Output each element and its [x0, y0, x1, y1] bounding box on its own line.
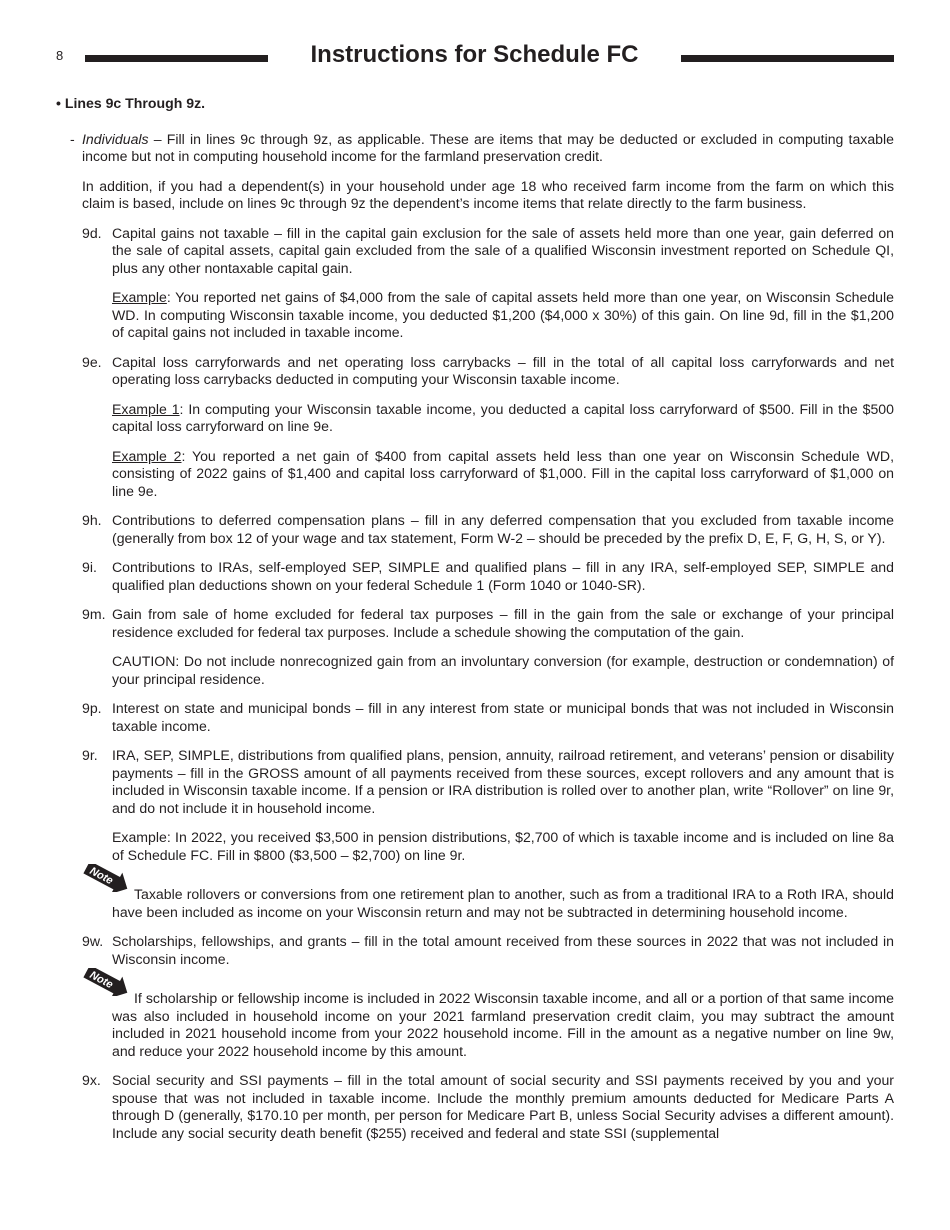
note-9r [87, 865, 894, 921]
line-label: 9h. [82, 512, 102, 528]
section-heading [56, 95, 894, 113]
line-text: Interest on state and municipal bonds – fill in any interest from state or municipal bonds that was not included in Wisconsin taxable income. [112, 700, 894, 734]
note-icon-label: Note [87, 969, 115, 992]
example-text: : You reported net gains of $4,000 from the sale of capital assets held more than one year, on Wisconsin Schedule WD. In computing Wisconsin taxable income, you deducted $1,200 ($4,000 x 30%) of this gain. On line 9d, fill in the $1,200 of capital gains not included in taxable income. [112, 289, 894, 340]
line-text: Contributions to deferred compensation plans – fill in any deferred compensation that you excluded from taxable income (generally from box 12 of your wage and tax statement, Form W-2 – should be preceded by the prefix D, E, F, G, H, S, or Y). [112, 512, 894, 546]
example-label: Example 2 [112, 447, 182, 464]
line-text: IRA, SEP, SIMPLE, distributions from qualified plans, pension, annuity, railroad retirement, and veterans’ pension or disability payments – fill in the GROSS amount of all payments received from these sources, except rollovers and any amount that is included in Wisconsin taxable income. If a pension or IRA distribution is rolled over to another plan, write “Rollover” on line 9r, and do not include it in household income. [112, 747, 894, 816]
line-label: 9i. [82, 559, 97, 575]
line-item-9w [82, 933, 894, 968]
line-item-9r [82, 747, 894, 817]
line-label: 9w. [82, 933, 104, 949]
instructions-body [56, 95, 894, 1154]
example-1-9e [112, 401, 894, 436]
line-item-9i [82, 559, 894, 594]
header-rule-right [681, 55, 894, 62]
line-label: 9x. [82, 1072, 101, 1088]
line-item-9m [82, 606, 894, 641]
line-text: Capital loss carryforwards and net operating loss carrybacks – fill in the total of all capital loss carryforwards and net operating loss carrybacks deducted in computing your Wisconsin taxable income. [112, 353, 894, 387]
dependents-paragraph: In addition, if you had a dependent(s) in your household under age 18 who received farm income from the farm on which this claim is based, include on lines 9c through 9z the dependent’s income items that relate directly to the farm business. [82, 177, 894, 211]
dash-glyph: - [70, 130, 75, 147]
note-icon-label: Note [87, 865, 115, 888]
header-rule-left [85, 55, 268, 62]
line-item-9h [82, 512, 894, 547]
example-9d [112, 289, 894, 342]
note-9w [87, 969, 894, 1060]
caution-9m: CAUTION: Do not include nonrecognized gain from an involuntary conversion (for example, destruction or condemnation) of your principal residence. [112, 653, 894, 687]
line-text: Capital gains not taxable – fill in the capital gain exclusion for the sale of assets held more than one year, gain deferred on the sale of capital assets, capital gain excluded from the sale of a qualified Wisconsin investment reported on Schedule QI, plus any other nontaxable capital gain. [112, 224, 894, 276]
note-icon [82, 968, 132, 996]
line-text: Social security and SSI payments – fill in the total amount of social security and SSI payments received by you and your spouse that was not included in taxable income. Include the monthly premium amounts deducted for Medicare Parts A through D (generally, $170.10 per month, per person for Medicare Part B, unless Social Security advises a different amount). Include any social security death benefit ($255) received and federal and state SSI (supplemental [112, 1072, 894, 1141]
line-label: 9m. [82, 606, 106, 622]
example-2-9e [112, 448, 894, 501]
example-label: Example [112, 289, 167, 305]
line-item-9x [82, 1072, 894, 1142]
page-title: Instructions for Schedule FC [310, 41, 639, 68]
line-text: Scholarships, fellowships, and grants – fill in the total amount received from these sources in 2022 that was not included in Wisconsin income. [112, 933, 894, 967]
section-heading-text: Lines 9c Through 9z. [64, 95, 206, 111]
line-text: Contributions to IRAs, self-employed SEP, SIMPLE and qualified plans – fill in any IRA, self-employed SEP, SIMPLE and qualified plan deductions shown on your federal Schedule 1 (Form 1040 or 1040-SR). [112, 559, 894, 593]
line-label: 9e. [82, 353, 102, 370]
individuals-text: – Fill in lines 9c through 9z, as applicable. These are items that may be deducted or excluded in computing taxable income but not in computing household income for the farmland preservation credit. [82, 130, 894, 164]
note-icon [82, 864, 132, 892]
example-9r: Example: In 2022, you received $3,500 in pension distributions, $2,700 of which is taxable income and is included on line 8a of Schedule FC. Fill in $800 ($3,500 – $2,700) on line 9r. [112, 829, 894, 863]
example-label: Example 1 [112, 400, 180, 417]
individuals-paragraph [70, 131, 894, 166]
example-text: : In computing your Wisconsin taxable income, you deducted a capital loss carryforward of $500. Fill in the $500 capital loss carryforward on line 9e. [112, 400, 894, 434]
line-item-9p [82, 700, 894, 735]
example-text: : You reported a net gain of $400 from capital assets held less than one year on Wisconsin Schedule WD, consisting of 2022 gains of $1,400 and capital loss carryforward of $1,000. Fill in the capital loss carryforward of $1,000 on line 9e. [112, 447, 894, 499]
page-number: 8 [56, 48, 64, 63]
line-label: 9r. [82, 747, 98, 763]
individuals-label: Individuals [82, 130, 149, 147]
bullet-glyph: • [56, 95, 61, 111]
note-text: Taxable rollovers or conversions from one retirement plan to another, such as from a traditional IRA to a Roth IRA, should have been included as income on your Wisconsin return and may not be subtracted in determining household income. [112, 886, 894, 920]
line-item-9d [82, 225, 894, 278]
line-text: Gain from sale of home excluded for federal tax purposes – fill in the gain from the sale or exchange of your principal residence excluded for federal tax purposes. Include a schedule showing the computation of the gain. [112, 606, 894, 640]
note-text: If scholarship or fellowship income is included in 2022 Wisconsin taxable income, and all or a portion of that same income was also included in household income on your 2021 farmland preservation credit claim, you may subtract the amount included in 2021 household income from your 2022 household income. Fill in the amount as a negative number on line 9w, and reduce your 2022 household income by this amount. [112, 990, 894, 1059]
line-label: 9p. [82, 700, 102, 716]
line-label: 9d. [82, 224, 102, 241]
line-item-9e [82, 354, 894, 389]
